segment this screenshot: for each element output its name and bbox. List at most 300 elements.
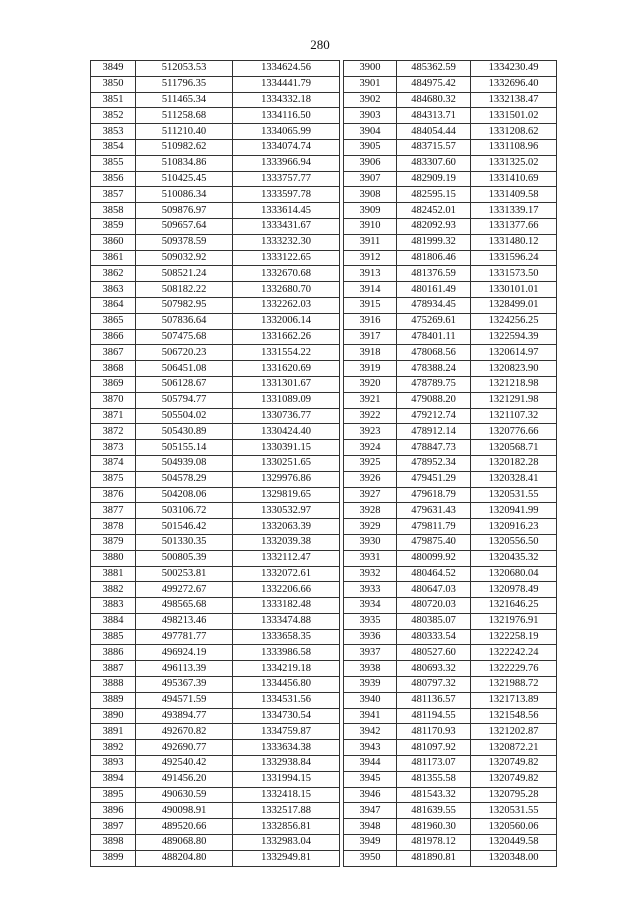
point-number-cell: 3861 bbox=[91, 250, 136, 266]
point-number-cell: 3924 bbox=[344, 440, 397, 456]
table-row bbox=[344, 692, 557, 708]
x-coordinate-cell: 496113.39 bbox=[136, 661, 233, 677]
x-coordinate-cell: 506720.23 bbox=[136, 345, 233, 361]
x-coordinate-cell: 505794.77 bbox=[136, 392, 233, 408]
y-coordinate-cell: 1333182.48 bbox=[233, 598, 340, 614]
y-coordinate-cell: 1320182.28 bbox=[471, 455, 557, 471]
table-row bbox=[344, 92, 557, 108]
point-number-cell: 3948 bbox=[344, 819, 397, 835]
y-coordinate-cell: 1334219.18 bbox=[233, 661, 340, 677]
point-number-cell: 3919 bbox=[344, 361, 397, 377]
x-coordinate-cell: 481890.81 bbox=[397, 850, 471, 866]
table-row bbox=[91, 139, 340, 155]
y-coordinate-cell: 1320978.49 bbox=[471, 582, 557, 598]
table-row bbox=[91, 250, 340, 266]
x-coordinate-cell: 493894.77 bbox=[136, 708, 233, 724]
x-coordinate-cell: 479212.74 bbox=[397, 408, 471, 424]
x-coordinate-cell: 489068.80 bbox=[136, 835, 233, 851]
x-coordinate-cell: 510086.34 bbox=[136, 187, 233, 203]
table-row bbox=[91, 708, 340, 724]
x-coordinate-cell: 480693.32 bbox=[397, 661, 471, 677]
x-coordinate-cell: 480720.03 bbox=[397, 598, 471, 614]
point-number-cell: 3909 bbox=[344, 203, 397, 219]
y-coordinate-cell: 1330736.77 bbox=[233, 408, 340, 424]
table-row bbox=[344, 582, 557, 598]
y-coordinate-cell: 1333658.35 bbox=[233, 629, 340, 645]
x-coordinate-cell: 479631.43 bbox=[397, 503, 471, 519]
x-coordinate-cell: 492690.77 bbox=[136, 740, 233, 756]
point-number-cell: 3886 bbox=[91, 645, 136, 661]
x-coordinate-cell: 481960.30 bbox=[397, 819, 471, 835]
point-number-cell: 3947 bbox=[344, 803, 397, 819]
point-number-cell: 3874 bbox=[91, 455, 136, 471]
y-coordinate-cell: 1330391.15 bbox=[233, 440, 340, 456]
table-row bbox=[344, 266, 557, 282]
table-row bbox=[91, 771, 340, 787]
table-row bbox=[91, 266, 340, 282]
table-row bbox=[344, 708, 557, 724]
table-row bbox=[344, 850, 557, 866]
point-number-cell: 3923 bbox=[344, 424, 397, 440]
table-row bbox=[344, 424, 557, 440]
table-row bbox=[344, 124, 557, 140]
point-number-cell: 3939 bbox=[344, 677, 397, 693]
table-row bbox=[344, 392, 557, 408]
y-coordinate-cell: 1332138.47 bbox=[471, 92, 557, 108]
x-coordinate-cell: 482595.15 bbox=[397, 187, 471, 203]
y-coordinate-cell: 1324256.25 bbox=[471, 313, 557, 329]
y-coordinate-cell: 1321976.91 bbox=[471, 613, 557, 629]
y-coordinate-cell: 1331089.09 bbox=[233, 392, 340, 408]
x-coordinate-cell: 483715.57 bbox=[397, 139, 471, 155]
table-row bbox=[344, 661, 557, 677]
point-number-cell: 3900 bbox=[344, 61, 397, 77]
y-coordinate-cell: 1331409.58 bbox=[471, 187, 557, 203]
x-coordinate-cell: 478934.45 bbox=[397, 297, 471, 313]
table-row bbox=[91, 345, 340, 361]
x-coordinate-cell: 511210.40 bbox=[136, 124, 233, 140]
x-coordinate-cell: 480099.92 bbox=[397, 550, 471, 566]
x-coordinate-cell: 507836.64 bbox=[136, 313, 233, 329]
point-number-cell: 3873 bbox=[91, 440, 136, 456]
y-coordinate-cell: 1332112.47 bbox=[233, 550, 340, 566]
point-number-cell: 3949 bbox=[344, 835, 397, 851]
x-coordinate-cell: 481543.32 bbox=[397, 787, 471, 803]
point-number-cell: 3880 bbox=[91, 550, 136, 566]
point-number-cell: 3878 bbox=[91, 519, 136, 535]
x-coordinate-cell: 482909.19 bbox=[397, 171, 471, 187]
x-coordinate-cell: 491456.20 bbox=[136, 771, 233, 787]
point-number-cell: 3852 bbox=[91, 108, 136, 124]
x-coordinate-cell: 509657.64 bbox=[136, 218, 233, 234]
y-coordinate-cell: 1334759.87 bbox=[233, 724, 340, 740]
y-coordinate-cell: 1330251.65 bbox=[233, 455, 340, 471]
point-number-cell: 3936 bbox=[344, 629, 397, 645]
y-coordinate-cell: 1332517.88 bbox=[233, 803, 340, 819]
y-coordinate-cell: 1333122.65 bbox=[233, 250, 340, 266]
table-row bbox=[91, 218, 340, 234]
y-coordinate-cell: 1332680.70 bbox=[233, 282, 340, 298]
table-row bbox=[344, 218, 557, 234]
point-number-cell: 3896 bbox=[91, 803, 136, 819]
point-number-cell: 3858 bbox=[91, 203, 136, 219]
table-row bbox=[344, 282, 557, 298]
x-coordinate-cell: 489520.66 bbox=[136, 819, 233, 835]
x-coordinate-cell: 481170.93 bbox=[397, 724, 471, 740]
y-coordinate-cell: 1320348.00 bbox=[471, 850, 557, 866]
y-coordinate-cell: 1330532.97 bbox=[233, 503, 340, 519]
table-row bbox=[344, 440, 557, 456]
x-coordinate-cell: 511796.35 bbox=[136, 76, 233, 92]
x-coordinate-cell: 482092.93 bbox=[397, 218, 471, 234]
point-number-cell: 3891 bbox=[91, 724, 136, 740]
x-coordinate-cell: 481639.55 bbox=[397, 803, 471, 819]
x-coordinate-cell: 500253.81 bbox=[136, 566, 233, 582]
table-row bbox=[91, 677, 340, 693]
table-row bbox=[91, 471, 340, 487]
y-coordinate-cell: 1333966.94 bbox=[233, 155, 340, 171]
x-coordinate-cell: 484313.71 bbox=[397, 108, 471, 124]
x-coordinate-cell: 481194.55 bbox=[397, 708, 471, 724]
table-row bbox=[91, 171, 340, 187]
table-row bbox=[91, 61, 340, 77]
x-coordinate-cell: 481376.59 bbox=[397, 266, 471, 282]
x-coordinate-cell: 490630.59 bbox=[136, 787, 233, 803]
y-coordinate-cell: 1331377.66 bbox=[471, 218, 557, 234]
point-number-cell: 3933 bbox=[344, 582, 397, 598]
x-coordinate-cell: 511258.68 bbox=[136, 108, 233, 124]
x-coordinate-cell: 510425.45 bbox=[136, 171, 233, 187]
x-coordinate-cell: 478847.73 bbox=[397, 440, 471, 456]
y-coordinate-cell: 1332418.15 bbox=[233, 787, 340, 803]
y-coordinate-cell: 1321713.89 bbox=[471, 692, 557, 708]
point-number-cell: 3926 bbox=[344, 471, 397, 487]
table-row bbox=[344, 171, 557, 187]
point-number-cell: 3942 bbox=[344, 724, 397, 740]
point-number-cell: 3866 bbox=[91, 329, 136, 345]
point-number-cell: 3890 bbox=[91, 708, 136, 724]
x-coordinate-cell: 509032.92 bbox=[136, 250, 233, 266]
y-coordinate-cell: 1320328.41 bbox=[471, 471, 557, 487]
point-number-cell: 3918 bbox=[344, 345, 397, 361]
y-coordinate-cell: 1334332.18 bbox=[233, 92, 340, 108]
table-row bbox=[344, 329, 557, 345]
x-coordinate-cell: 481355.58 bbox=[397, 771, 471, 787]
x-coordinate-cell: 478401.11 bbox=[397, 329, 471, 345]
table-row bbox=[91, 803, 340, 819]
x-coordinate-cell: 480527.60 bbox=[397, 645, 471, 661]
y-coordinate-cell: 1333431.67 bbox=[233, 218, 340, 234]
table-row bbox=[344, 345, 557, 361]
point-number-cell: 3885 bbox=[91, 629, 136, 645]
y-coordinate-cell: 1321218.98 bbox=[471, 376, 557, 392]
x-coordinate-cell: 492670.82 bbox=[136, 724, 233, 740]
point-number-cell: 3879 bbox=[91, 534, 136, 550]
y-coordinate-cell: 1320449.58 bbox=[471, 835, 557, 851]
table-row bbox=[344, 155, 557, 171]
point-number-cell: 3902 bbox=[344, 92, 397, 108]
table-row bbox=[344, 313, 557, 329]
point-number-cell: 3940 bbox=[344, 692, 397, 708]
point-number-cell: 3904 bbox=[344, 124, 397, 140]
table-row bbox=[344, 455, 557, 471]
point-number-cell: 3938 bbox=[344, 661, 397, 677]
point-number-cell: 3913 bbox=[344, 266, 397, 282]
table-row bbox=[91, 424, 340, 440]
table-row bbox=[91, 376, 340, 392]
y-coordinate-cell: 1320680.04 bbox=[471, 566, 557, 582]
y-coordinate-cell: 1331620.69 bbox=[233, 361, 340, 377]
y-coordinate-cell: 1334456.80 bbox=[233, 677, 340, 693]
table-row bbox=[344, 724, 557, 740]
point-number-cell: 3895 bbox=[91, 787, 136, 803]
y-coordinate-cell: 1320872.21 bbox=[471, 740, 557, 756]
x-coordinate-cell: 479875.40 bbox=[397, 534, 471, 550]
y-coordinate-cell: 1320795.28 bbox=[471, 787, 557, 803]
x-coordinate-cell: 480161.49 bbox=[397, 282, 471, 298]
table-row bbox=[91, 440, 340, 456]
y-coordinate-cell: 1321291.98 bbox=[471, 392, 557, 408]
x-coordinate-cell: 481136.57 bbox=[397, 692, 471, 708]
table-row bbox=[91, 645, 340, 661]
point-number-cell: 3943 bbox=[344, 740, 397, 756]
y-coordinate-cell: 1331662.26 bbox=[233, 329, 340, 345]
y-coordinate-cell: 1320531.55 bbox=[471, 803, 557, 819]
table-row bbox=[91, 282, 340, 298]
table-row bbox=[344, 740, 557, 756]
x-coordinate-cell: 480464.52 bbox=[397, 566, 471, 582]
point-number-cell: 3892 bbox=[91, 740, 136, 756]
y-coordinate-cell: 1334074.74 bbox=[233, 139, 340, 155]
x-coordinate-cell: 478068.56 bbox=[397, 345, 471, 361]
point-number-cell: 3944 bbox=[344, 756, 397, 772]
point-number-cell: 3928 bbox=[344, 503, 397, 519]
y-coordinate-cell: 1321202.87 bbox=[471, 724, 557, 740]
y-coordinate-cell: 1334730.54 bbox=[233, 708, 340, 724]
point-number-cell: 3934 bbox=[344, 598, 397, 614]
table-row bbox=[344, 787, 557, 803]
y-coordinate-cell: 1333597.78 bbox=[233, 187, 340, 203]
y-coordinate-cell: 1322258.19 bbox=[471, 629, 557, 645]
x-coordinate-cell: 478388.24 bbox=[397, 361, 471, 377]
y-coordinate-cell: 1332262.03 bbox=[233, 297, 340, 313]
x-coordinate-cell: 498565.68 bbox=[136, 598, 233, 614]
table-row bbox=[91, 613, 340, 629]
y-coordinate-cell: 1329819.65 bbox=[233, 487, 340, 503]
y-coordinate-cell: 1331108.96 bbox=[471, 139, 557, 155]
point-number-cell: 3903 bbox=[344, 108, 397, 124]
x-coordinate-cell: 505504.02 bbox=[136, 408, 233, 424]
x-coordinate-cell: 484054.44 bbox=[397, 124, 471, 140]
y-coordinate-cell: 1332072.61 bbox=[233, 566, 340, 582]
x-coordinate-cell: 503106.72 bbox=[136, 503, 233, 519]
x-coordinate-cell: 485362.59 bbox=[397, 61, 471, 77]
table-row bbox=[91, 692, 340, 708]
table-row bbox=[344, 645, 557, 661]
table-row bbox=[91, 503, 340, 519]
table-row bbox=[91, 835, 340, 851]
x-coordinate-cell: 508521.24 bbox=[136, 266, 233, 282]
x-coordinate-cell: 481173.07 bbox=[397, 756, 471, 772]
y-coordinate-cell: 1333634.38 bbox=[233, 740, 340, 756]
y-coordinate-cell: 1333474.88 bbox=[233, 613, 340, 629]
y-coordinate-cell: 1331994.15 bbox=[233, 771, 340, 787]
y-coordinate-cell: 1320614.97 bbox=[471, 345, 557, 361]
y-coordinate-cell: 1331325.02 bbox=[471, 155, 557, 171]
y-coordinate-cell: 1333986.58 bbox=[233, 645, 340, 661]
table-row bbox=[344, 187, 557, 203]
table-row bbox=[344, 471, 557, 487]
y-coordinate-cell: 1331208.62 bbox=[471, 124, 557, 140]
table-row bbox=[344, 598, 557, 614]
table-row bbox=[91, 124, 340, 140]
point-number-cell: 3898 bbox=[91, 835, 136, 851]
x-coordinate-cell: 498213.46 bbox=[136, 613, 233, 629]
point-number-cell: 3927 bbox=[344, 487, 397, 503]
x-coordinate-cell: 479811.79 bbox=[397, 519, 471, 535]
x-coordinate-cell: 481806.46 bbox=[397, 250, 471, 266]
y-coordinate-cell: 1332696.40 bbox=[471, 76, 557, 92]
table-row bbox=[344, 61, 557, 77]
point-number-cell: 3850 bbox=[91, 76, 136, 92]
x-coordinate-cell: 509378.59 bbox=[136, 234, 233, 250]
table-row bbox=[91, 519, 340, 535]
y-coordinate-cell: 1334230.49 bbox=[471, 61, 557, 77]
x-coordinate-cell: 496924.19 bbox=[136, 645, 233, 661]
x-coordinate-cell: 509876.97 bbox=[136, 203, 233, 219]
y-coordinate-cell: 1331596.24 bbox=[471, 250, 557, 266]
point-number-cell: 3867 bbox=[91, 345, 136, 361]
y-coordinate-cell: 1333757.77 bbox=[233, 171, 340, 187]
y-coordinate-cell: 1320435.32 bbox=[471, 550, 557, 566]
y-coordinate-cell: 1320823.90 bbox=[471, 361, 557, 377]
table-row bbox=[344, 503, 557, 519]
point-number-cell: 3865 bbox=[91, 313, 136, 329]
y-coordinate-cell: 1331573.50 bbox=[471, 266, 557, 282]
x-coordinate-cell: 480797.32 bbox=[397, 677, 471, 693]
table-row bbox=[344, 297, 557, 313]
x-coordinate-cell: 506128.67 bbox=[136, 376, 233, 392]
point-number-cell: 3883 bbox=[91, 598, 136, 614]
x-coordinate-cell: 479088.20 bbox=[397, 392, 471, 408]
x-coordinate-cell: 508182.22 bbox=[136, 282, 233, 298]
y-coordinate-cell: 1331480.12 bbox=[471, 234, 557, 250]
y-coordinate-cell: 1332063.39 bbox=[233, 519, 340, 535]
x-coordinate-cell: 500805.39 bbox=[136, 550, 233, 566]
x-coordinate-cell: 490098.91 bbox=[136, 803, 233, 819]
point-number-cell: 3912 bbox=[344, 250, 397, 266]
table-row bbox=[344, 108, 557, 124]
y-coordinate-cell: 1320776.66 bbox=[471, 424, 557, 440]
x-coordinate-cell: 478952.34 bbox=[397, 455, 471, 471]
y-coordinate-cell: 1332949.81 bbox=[233, 850, 340, 866]
y-coordinate-cell: 1320560.06 bbox=[471, 819, 557, 835]
coordinate-table-right bbox=[343, 60, 557, 867]
table-row bbox=[344, 361, 557, 377]
x-coordinate-cell: 499272.67 bbox=[136, 582, 233, 598]
point-number-cell: 3935 bbox=[344, 613, 397, 629]
point-number-cell: 3868 bbox=[91, 361, 136, 377]
x-coordinate-cell: 481097.92 bbox=[397, 740, 471, 756]
point-number-cell: 3901 bbox=[344, 76, 397, 92]
x-coordinate-cell: 484975.42 bbox=[397, 76, 471, 92]
point-number-cell: 3884 bbox=[91, 613, 136, 629]
table-row bbox=[91, 534, 340, 550]
point-number-cell: 3864 bbox=[91, 297, 136, 313]
y-coordinate-cell: 1331410.69 bbox=[471, 171, 557, 187]
table-row bbox=[91, 408, 340, 424]
table-row bbox=[91, 550, 340, 566]
table-row bbox=[91, 76, 340, 92]
x-coordinate-cell: 480647.03 bbox=[397, 582, 471, 598]
table-row bbox=[91, 329, 340, 345]
y-coordinate-cell: 1320568.71 bbox=[471, 440, 557, 456]
point-number-cell: 3921 bbox=[344, 392, 397, 408]
y-coordinate-cell: 1322229.76 bbox=[471, 661, 557, 677]
x-coordinate-cell: 507982.95 bbox=[136, 297, 233, 313]
coordinate-table-left bbox=[90, 60, 340, 867]
point-number-cell: 3851 bbox=[91, 92, 136, 108]
point-number-cell: 3930 bbox=[344, 534, 397, 550]
point-number-cell: 3882 bbox=[91, 582, 136, 598]
table-row bbox=[91, 203, 340, 219]
table-row bbox=[91, 787, 340, 803]
point-number-cell: 3910 bbox=[344, 218, 397, 234]
x-coordinate-cell: 494571.59 bbox=[136, 692, 233, 708]
point-number-cell: 3849 bbox=[91, 61, 136, 77]
y-coordinate-cell: 1332856.81 bbox=[233, 819, 340, 835]
point-number-cell: 3946 bbox=[344, 787, 397, 803]
table-row bbox=[344, 139, 557, 155]
table-row bbox=[344, 756, 557, 772]
x-coordinate-cell: 481999.32 bbox=[397, 234, 471, 250]
table-row bbox=[91, 629, 340, 645]
y-coordinate-cell: 1334116.50 bbox=[233, 108, 340, 124]
y-coordinate-cell: 1330424.40 bbox=[233, 424, 340, 440]
point-number-cell: 3860 bbox=[91, 234, 136, 250]
x-coordinate-cell: 492540.42 bbox=[136, 756, 233, 772]
y-coordinate-cell: 1322594.39 bbox=[471, 329, 557, 345]
table-row bbox=[91, 297, 340, 313]
table-row bbox=[344, 203, 557, 219]
x-coordinate-cell: 479451.29 bbox=[397, 471, 471, 487]
point-number-cell: 3917 bbox=[344, 329, 397, 345]
point-number-cell: 3877 bbox=[91, 503, 136, 519]
x-coordinate-cell: 505155.14 bbox=[136, 440, 233, 456]
table-row bbox=[344, 677, 557, 693]
y-coordinate-cell: 1334624.56 bbox=[233, 61, 340, 77]
table-row bbox=[344, 550, 557, 566]
x-coordinate-cell: 480333.54 bbox=[397, 629, 471, 645]
table-row bbox=[91, 313, 340, 329]
point-number-cell: 3950 bbox=[344, 850, 397, 866]
point-number-cell: 3855 bbox=[91, 155, 136, 171]
y-coordinate-cell: 1334441.79 bbox=[233, 76, 340, 92]
point-number-cell: 3871 bbox=[91, 408, 136, 424]
y-coordinate-cell: 1320916.23 bbox=[471, 519, 557, 535]
y-coordinate-cell: 1321646.25 bbox=[471, 598, 557, 614]
y-coordinate-cell: 1331501.02 bbox=[471, 108, 557, 124]
x-coordinate-cell: 505430.89 bbox=[136, 424, 233, 440]
y-coordinate-cell: 1321107.32 bbox=[471, 408, 557, 424]
table-row bbox=[344, 803, 557, 819]
point-number-cell: 3870 bbox=[91, 392, 136, 408]
x-coordinate-cell: 479618.79 bbox=[397, 487, 471, 503]
x-coordinate-cell: 511465.34 bbox=[136, 92, 233, 108]
table-row bbox=[344, 835, 557, 851]
point-number-cell: 3887 bbox=[91, 661, 136, 677]
y-coordinate-cell: 1332206.66 bbox=[233, 582, 340, 598]
